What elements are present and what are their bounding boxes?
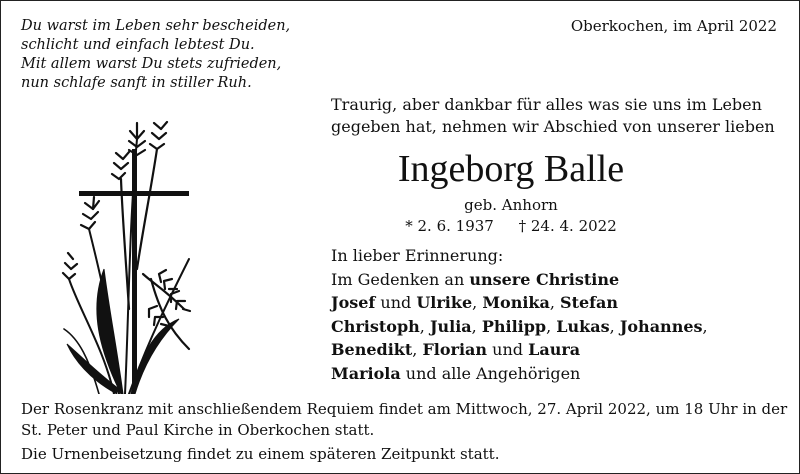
text: ,: [471, 316, 482, 336]
service-info: [21, 399, 787, 465]
cross-with-wheat-icon: [59, 109, 209, 394]
mourner-name: Johannes: [619, 316, 703, 336]
mourners-line-6: [331, 362, 708, 386]
memorial-poem: [21, 17, 290, 93]
text: ,: [412, 340, 423, 359]
poem-line-2: schlicht und einfach lebtest Du.: [21, 37, 255, 53]
mourner-name: Florian: [422, 340, 488, 359]
mourner-name: Julia: [429, 316, 472, 336]
life-dates: [331, 217, 691, 235]
text: ,: [472, 293, 483, 312]
death-date: † 24. 4. 2022: [518, 217, 617, 235]
intro-text: [331, 94, 775, 138]
mourner-name: Monika: [482, 293, 550, 312]
text: Im Gedenken an: [331, 269, 470, 289]
mourner-name: Stefan: [560, 293, 619, 312]
mourner-name: Laura: [528, 340, 581, 359]
text: und alle Angehörigen: [400, 363, 581, 383]
service-line-2: St. Peter und Paul Kirche in Oberkochen statt.: [21, 421, 375, 439]
maiden-name: geb. Anhorn: [464, 196, 558, 214]
text: ,: [702, 316, 708, 336]
mourner-name: Josef: [331, 293, 376, 312]
poem-line-4: nun schlafe sanft in stiller Ruh.: [21, 75, 252, 91]
text: und: [375, 293, 417, 312]
poem-line-3: Mit allem warst Du stets zufrieden,: [21, 56, 282, 72]
text: ,: [419, 316, 430, 336]
text: ,: [549, 293, 561, 312]
service-line-1: Der Rosenkranz mit anschließendem Requiem findet am Mittwoch, 27. April 2022, um 18 Uhr in der: [21, 400, 788, 418]
mourners-line-4: [331, 315, 708, 339]
text: und: [487, 340, 529, 359]
poem-line-1: Du warst im Leben sehr bescheiden,: [21, 18, 291, 34]
mourners-list: [331, 244, 708, 385]
mourner-name: Christoph: [331, 316, 420, 336]
mourner-name: Ulrike: [416, 293, 473, 312]
mourner-name: Lukas: [556, 316, 610, 336]
birth-date: * 2. 6. 1937: [405, 217, 494, 235]
deceased-name: Ingeborg Balle: [397, 148, 625, 190]
place-and-date: Oberkochen, im April 2022: [570, 17, 777, 35]
mourners-line-2: [331, 268, 708, 292]
mourners-heading: In lieber Erinnerung:: [331, 246, 504, 265]
mourner-name: Mariola: [331, 363, 401, 383]
mourners-line-3: [331, 291, 708, 315]
text: ,: [546, 316, 557, 336]
text: ,: [609, 316, 620, 336]
mourner-name: Benedikt: [331, 340, 413, 359]
service-line-3: Die Urnenbeisetzung findet zu einem späteren Zeitpunkt statt.: [21, 445, 500, 463]
mourners-line-5: [331, 338, 708, 362]
mourner-name: unsere Christine: [469, 269, 620, 289]
intro-line-1: Traurig, aber dankbar für alles was sie uns im Leben: [331, 95, 762, 114]
mourner-name: Philipp: [481, 316, 547, 336]
intro-line-2: gegeben hat, nehmen wir Abschied von unserer lieben: [331, 117, 775, 136]
